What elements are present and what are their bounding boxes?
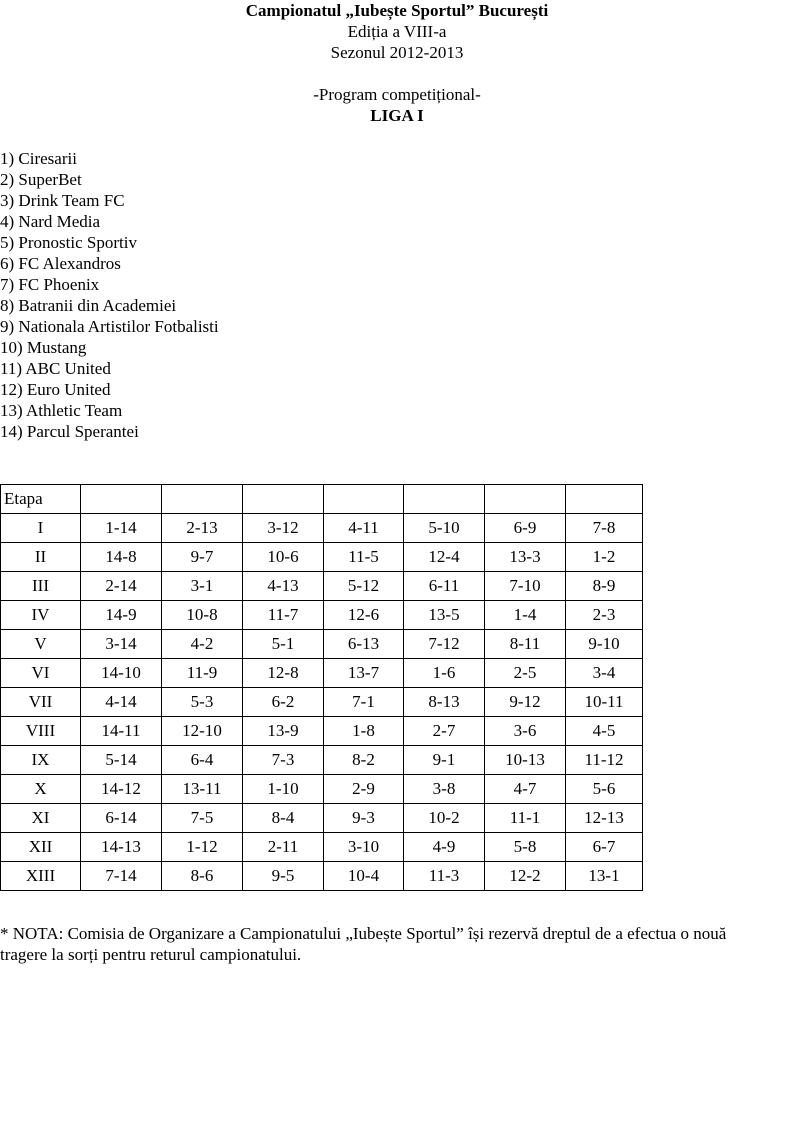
match-cell: 8-6	[162, 862, 243, 891]
match-cell: 4-13	[243, 572, 324, 601]
match-cell: 8-9	[566, 572, 643, 601]
round-label-cell: VII	[1, 688, 81, 717]
round-label-cell: V	[1, 630, 81, 659]
schedule-table	[0, 484, 643, 891]
match-cell: 2-11	[243, 833, 324, 862]
season-line: Sezonul 2012-2013	[330, 43, 464, 62]
match-cell: 14-12	[81, 775, 162, 804]
match-cell: 13-11	[162, 775, 243, 804]
match-cell: 14-11	[81, 717, 162, 746]
header-spacer	[0, 63, 794, 84]
round-row	[1, 688, 643, 717]
match-cell: 3-12	[243, 514, 324, 543]
team-list-item: 6) FC Alexandros	[0, 254, 121, 273]
match-cell: 4-9	[404, 833, 485, 862]
match-cell: 12-2	[485, 862, 566, 891]
match-cell: 13-5	[404, 601, 485, 630]
match-cell: 13-9	[243, 717, 324, 746]
match-cell: 3-14	[81, 630, 162, 659]
match-cell: 6-9	[485, 514, 566, 543]
match-cell: 8-2	[324, 746, 404, 775]
match-cell: 12-6	[324, 601, 404, 630]
match-cell: 7-14	[81, 862, 162, 891]
match-cell: 10-6	[243, 543, 324, 572]
empty-header-cell	[81, 485, 162, 514]
match-cell: 2-5	[485, 659, 566, 688]
program-subtitle: -Program competițional-	[313, 85, 481, 104]
edition-line: Ediția a VIII-a	[347, 22, 447, 41]
match-cell: 1-2	[566, 543, 643, 572]
match-cell: 6-13	[324, 630, 404, 659]
match-cell: 4-11	[324, 514, 404, 543]
round-label-cell: I	[1, 514, 81, 543]
match-cell: 14-8	[81, 543, 162, 572]
round-label-cell: XI	[1, 804, 81, 833]
match-cell: 7-3	[243, 746, 324, 775]
match-cell: 10-11	[566, 688, 643, 717]
match-cell: 14-13	[81, 833, 162, 862]
team-list-item: 14) Parcul Sperantei	[0, 422, 139, 441]
round-label-cell: IX	[1, 746, 81, 775]
match-cell: 3-4	[566, 659, 643, 688]
document-header	[0, 0, 794, 126]
match-cell: 10-8	[162, 601, 243, 630]
match-cell: 10-13	[485, 746, 566, 775]
team-list	[0, 148, 219, 442]
match-cell: 1-6	[404, 659, 485, 688]
match-cell: 5-12	[324, 572, 404, 601]
match-cell: 12-10	[162, 717, 243, 746]
match-cell: 9-12	[485, 688, 566, 717]
match-cell: 7-5	[162, 804, 243, 833]
match-cell: 1-4	[485, 601, 566, 630]
match-cell: 6-11	[404, 572, 485, 601]
round-label-cell: VI	[1, 659, 81, 688]
round-row	[1, 717, 643, 746]
round-row	[1, 775, 643, 804]
round-label-cell: IV	[1, 601, 81, 630]
team-list-item: 4) Nard Media	[0, 212, 101, 231]
team-list-item: 2) SuperBet	[0, 170, 82, 189]
match-cell: 11-7	[243, 601, 324, 630]
league-title: LIGA I	[370, 106, 424, 125]
match-cell: 14-10	[81, 659, 162, 688]
match-cell: 7-12	[404, 630, 485, 659]
empty-header-cell	[404, 485, 485, 514]
match-cell: 11-1	[485, 804, 566, 833]
empty-header-cell	[566, 485, 643, 514]
match-cell: 7-1	[324, 688, 404, 717]
team-list-item: 1) Ciresarii	[0, 149, 77, 168]
match-cell: 3-10	[324, 833, 404, 862]
match-cell: 5-6	[566, 775, 643, 804]
match-cell: 2-13	[162, 514, 243, 543]
round-row	[1, 659, 643, 688]
match-cell: 8-13	[404, 688, 485, 717]
match-cell: 6-4	[162, 746, 243, 775]
match-cell: 4-2	[162, 630, 243, 659]
match-cell: 5-3	[162, 688, 243, 717]
match-cell: 10-4	[324, 862, 404, 891]
match-cell: 5-1	[243, 630, 324, 659]
match-cell: 9-10	[566, 630, 643, 659]
match-cell: 12-8	[243, 659, 324, 688]
round-row	[1, 572, 643, 601]
match-cell: 9-7	[162, 543, 243, 572]
empty-header-cell	[485, 485, 566, 514]
organizer-note: * NOTA: Comisia de Organizare a Campionatului „Iubește Sportul” își rezervă dreptul de a efectua o nouă tragere la sorți pentru returul campionatului.	[0, 924, 727, 964]
match-cell: 2-3	[566, 601, 643, 630]
match-cell: 13-3	[485, 543, 566, 572]
match-cell: 11-5	[324, 543, 404, 572]
match-cell: 11-12	[566, 746, 643, 775]
match-cell: 2-7	[404, 717, 485, 746]
team-list-item: 9) Nationala Artistilor Fotbalisti	[0, 317, 219, 336]
round-row	[1, 746, 643, 775]
round-label-cell: III	[1, 572, 81, 601]
empty-header-cell	[162, 485, 243, 514]
match-cell: 8-4	[243, 804, 324, 833]
match-cell: 14-9	[81, 601, 162, 630]
team-list-item: 5) Pronostic Sportiv	[0, 233, 137, 252]
match-cell: 8-11	[485, 630, 566, 659]
round-row	[1, 833, 643, 862]
championship-title: Campionatul „Iubește Sportul” București	[245, 1, 549, 20]
match-cell: 1-8	[324, 717, 404, 746]
round-row	[1, 543, 643, 572]
match-cell: 3-6	[485, 717, 566, 746]
match-cell: 12-4	[404, 543, 485, 572]
match-cell: 9-1	[404, 746, 485, 775]
match-cell: 6-2	[243, 688, 324, 717]
etapa-header-cell: Etapa	[1, 485, 81, 514]
match-cell: 12-13	[566, 804, 643, 833]
empty-header-cell	[324, 485, 404, 514]
team-list-item: 10) Mustang	[0, 338, 87, 357]
match-cell: 11-3	[404, 862, 485, 891]
match-cell: 3-8	[404, 775, 485, 804]
match-cell: 4-7	[485, 775, 566, 804]
match-cell: 5-10	[404, 514, 485, 543]
match-cell: 5-8	[485, 833, 566, 862]
round-label-cell: XII	[1, 833, 81, 862]
match-cell: 1-14	[81, 514, 162, 543]
team-list-item: 11) ABC United	[0, 359, 111, 378]
round-label-cell: XIII	[1, 862, 81, 891]
match-cell: 6-14	[81, 804, 162, 833]
match-cell: 13-1	[566, 862, 643, 891]
round-row	[1, 601, 643, 630]
match-cell: 11-9	[162, 659, 243, 688]
match-cell: 7-8	[566, 514, 643, 543]
match-cell: 2-9	[324, 775, 404, 804]
round-row	[1, 630, 643, 659]
schedule-header-row	[1, 485, 643, 514]
round-row	[1, 804, 643, 833]
round-label-cell: X	[1, 775, 81, 804]
round-row	[1, 862, 643, 891]
team-list-item: 7) FC Phoenix	[0, 275, 100, 294]
team-list-item: 13) Athletic Team	[0, 401, 123, 420]
team-list-item: 12) Euro United	[0, 380, 111, 399]
match-cell: 4-5	[566, 717, 643, 746]
match-cell: 1-12	[162, 833, 243, 862]
round-label-cell: II	[1, 543, 81, 572]
team-list-item: 3) Drink Team FC	[0, 191, 125, 210]
empty-header-cell	[243, 485, 324, 514]
match-cell: 3-1	[162, 572, 243, 601]
round-label-cell: VIII	[1, 717, 81, 746]
match-cell: 4-14	[81, 688, 162, 717]
match-cell: 9-5	[243, 862, 324, 891]
match-cell: 7-10	[485, 572, 566, 601]
match-cell: 13-7	[324, 659, 404, 688]
match-cell: 10-2	[404, 804, 485, 833]
match-cell: 2-14	[81, 572, 162, 601]
team-list-item: 8) Batranii din Academiei	[0, 296, 177, 315]
match-cell: 1-10	[243, 775, 324, 804]
match-cell: 5-14	[81, 746, 162, 775]
match-cell: 9-3	[324, 804, 404, 833]
match-cell: 6-7	[566, 833, 643, 862]
round-row	[1, 514, 643, 543]
